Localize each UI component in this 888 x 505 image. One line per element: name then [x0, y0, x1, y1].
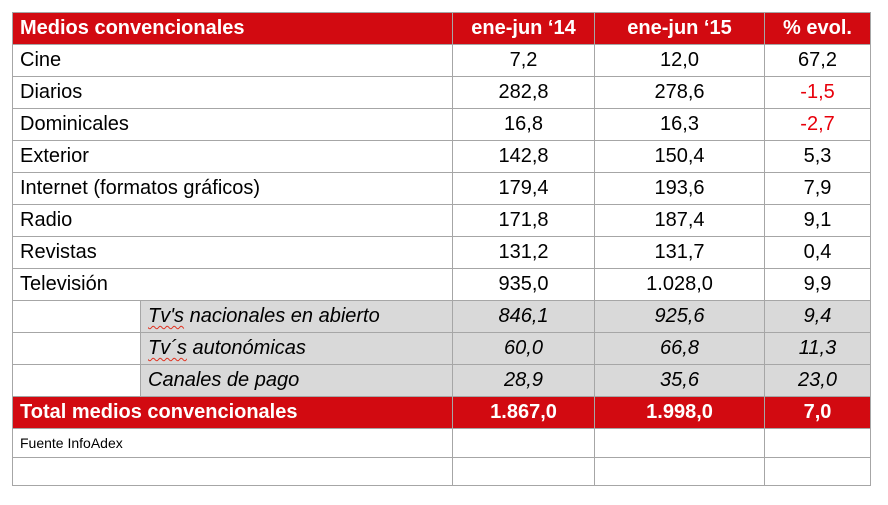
row-label: Radio — [13, 205, 453, 237]
advertising-investment-table — [12, 12, 871, 486]
value-2015: 16,3 — [595, 109, 765, 141]
table-subrow — [13, 365, 871, 397]
table-row — [13, 173, 871, 205]
empty-cell — [595, 429, 765, 458]
table-subrow — [13, 301, 871, 333]
value-evol: 9,1 — [765, 205, 871, 237]
table-header-row — [13, 13, 871, 45]
row-label: Internet (formatos gráficos) — [13, 173, 453, 205]
header-col-evol: % evol. — [765, 13, 871, 45]
value-2015: 150,4 — [595, 141, 765, 173]
value-2014: 935,0 — [453, 269, 595, 301]
value-2015: 193,6 — [595, 173, 765, 205]
value-2015: 35,6 — [595, 365, 765, 397]
value-evol: 0,4 — [765, 237, 871, 269]
table-row — [13, 109, 871, 141]
header-col-2015: ene-jun ‘15 — [595, 13, 765, 45]
value-evol: -2,7 — [765, 109, 871, 141]
total-evol: 7,0 — [765, 397, 871, 429]
value-2015: 1.028,0 — [595, 269, 765, 301]
subrow-label — [141, 333, 453, 365]
table-row — [13, 77, 871, 109]
header-label: Medios convencionales — [13, 13, 453, 45]
row-label: Exterior — [13, 141, 453, 173]
empty-cell — [13, 458, 453, 486]
empty-cell — [453, 458, 595, 486]
source-note: Fuente InfoAdex — [13, 429, 453, 458]
source-row — [13, 429, 871, 458]
total-label: Total medios convencionales — [13, 397, 453, 429]
value-evol: 67,2 — [765, 45, 871, 77]
row-label: Televisión — [13, 269, 453, 301]
value-2014: 131,2 — [453, 237, 595, 269]
value-2015: 187,4 — [595, 205, 765, 237]
value-2015: 66,8 — [595, 333, 765, 365]
subrow-label-b: nacionales en abierto — [184, 305, 380, 327]
table-row — [13, 269, 871, 301]
value-2015: 12,0 — [595, 45, 765, 77]
subrow-label-a: Tv's — [148, 305, 185, 327]
value-2015: 278,6 — [595, 77, 765, 109]
value-evol: 11,3 — [765, 333, 871, 365]
subrow-label-b: autonómicas — [186, 337, 306, 359]
subrow-label-a: Tv´s — [148, 337, 187, 359]
table-row — [13, 237, 871, 269]
value-evol: 9,9 — [765, 269, 871, 301]
indent-cell — [13, 333, 141, 365]
value-evol: -1,5 — [765, 77, 871, 109]
header-col-2014: ene-jun ‘14 — [453, 13, 595, 45]
value-2014: 282,8 — [453, 77, 595, 109]
indent-cell — [13, 301, 141, 333]
table-subrow — [13, 333, 871, 365]
value-2014: 179,4 — [453, 173, 595, 205]
empty-cell — [453, 429, 595, 458]
subrow-label — [141, 301, 453, 333]
indent-cell — [13, 365, 141, 397]
table-row — [13, 45, 871, 77]
row-label: Dominicales — [13, 109, 453, 141]
row-label: Cine — [13, 45, 453, 77]
value-2015: 925,6 — [595, 301, 765, 333]
row-label: Diarios — [13, 77, 453, 109]
total-2015: 1.998,0 — [595, 397, 765, 429]
value-evol: 5,3 — [765, 141, 871, 173]
total-row — [13, 397, 871, 429]
table-row — [13, 141, 871, 173]
value-evol: 9,4 — [765, 301, 871, 333]
value-2014: 7,2 — [453, 45, 595, 77]
value-2015: 131,7 — [595, 237, 765, 269]
value-2014: 142,8 — [453, 141, 595, 173]
value-evol: 23,0 — [765, 365, 871, 397]
subrow-label-b: Canales de pago — [148, 369, 300, 391]
subrow-label — [141, 365, 453, 397]
value-2014: 60,0 — [453, 333, 595, 365]
blank-row — [13, 458, 871, 486]
empty-cell — [595, 458, 765, 486]
value-2014: 171,8 — [453, 205, 595, 237]
empty-cell — [765, 458, 871, 486]
table-row — [13, 205, 871, 237]
empty-cell — [765, 429, 871, 458]
row-label: Revistas — [13, 237, 453, 269]
value-2014: 16,8 — [453, 109, 595, 141]
value-2014: 28,9 — [453, 365, 595, 397]
value-evol: 7,9 — [765, 173, 871, 205]
value-2014: 846,1 — [453, 301, 595, 333]
total-2014: 1.867,0 — [453, 397, 595, 429]
